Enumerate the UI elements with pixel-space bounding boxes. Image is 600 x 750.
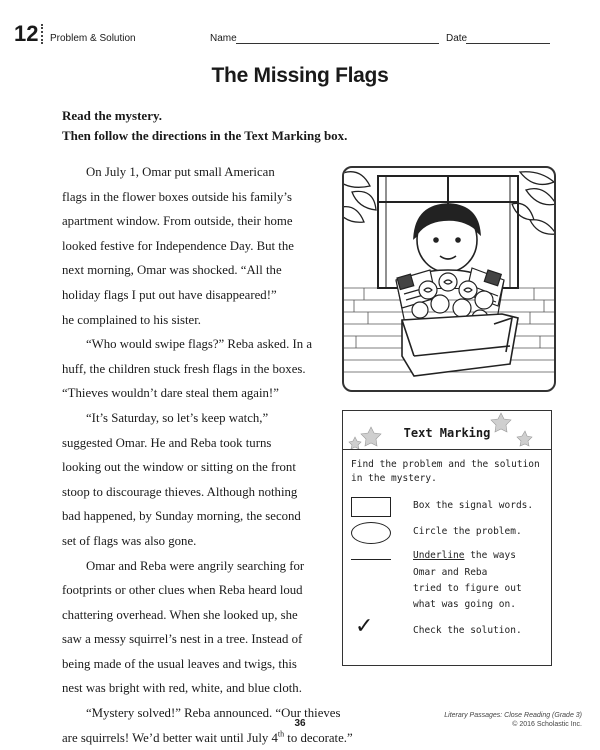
name-line: [236, 43, 439, 44]
box-instruction: Box the signal words.: [413, 500, 534, 511]
header-divider: [41, 24, 43, 44]
story-line: “It’s Saturday, so let’s keep watch,”: [86, 410, 269, 425]
story-line: “Mystery solved!” Reba announced. “Our thieves: [86, 706, 341, 721]
page-number: 12: [14, 21, 39, 46]
story-line: being made of the usual leaves and twigs, this: [62, 656, 297, 671]
story-line: chattering overhead. When she looked up, she: [62, 607, 298, 622]
story-line: suggested Omar. He and Reba took turns: [62, 435, 272, 450]
boy-at-window-drawing: [344, 168, 554, 390]
story-line: set of flags was also gone.: [62, 533, 197, 548]
direction-line-1: Read the mystery.: [62, 108, 163, 123]
story-line: bad happened, by Sunday morning, the second: [62, 509, 301, 524]
check-instruction: Check the solution.: [413, 625, 522, 636]
topic-label: Problem & Solution: [50, 33, 136, 44]
story-line: On July 1, Omar put small American: [86, 165, 275, 179]
story-line: next morning, Omar was shocked. “All the: [62, 263, 282, 278]
text-marking-intro-1: Find the problem and the solution: [351, 459, 540, 470]
story-line: holiday flags I put out have disappeared!”: [62, 287, 277, 302]
underline-instruction: Underline the ways: [413, 550, 516, 561]
page-title: The Missing Flags: [211, 64, 389, 87]
story-line: Omar and Reba were angrily searching for: [86, 558, 305, 573]
text-marking-box: [342, 410, 552, 666]
story-passage: [62, 160, 382, 750]
story-line: looking out the window or sitting on the front: [62, 460, 296, 475]
footer-page-number: 36: [294, 718, 306, 729]
footer-credit: Literary Passages: Close Reading (Grade 3) © 2016 Scholastic Inc.: [444, 712, 582, 728]
story-illustration: [342, 166, 556, 392]
text-marking-title: Text Marking: [403, 426, 491, 440]
story-line: looked festive for Independence Day. But the: [62, 238, 294, 253]
direction-line-2: Then follow the directions in the Text Marking box.: [62, 128, 348, 143]
text-marking-intro-2: in the mystery.: [351, 473, 437, 484]
story-line: “Who would swipe flags?” Reba asked. In a: [86, 337, 313, 352]
name-label: Name: [210, 33, 237, 44]
story-line: footprints or other clues when Reba heard loud: [62, 583, 303, 598]
story-line: nest was bright with red, white, and blue cloth.: [62, 681, 302, 696]
underline-instruction-3: tried to figure out: [413, 583, 522, 594]
underline-instruction-4: what was going on.: [413, 599, 516, 610]
story-line: saw a messy squirrel’s nest in a tree. Instead of: [62, 632, 303, 647]
date-line: [466, 43, 550, 44]
story-line: stoop to discourage thieves. Although nothing: [62, 484, 298, 499]
story-line: huff, the children stuck fresh flags in the boxes.: [62, 361, 306, 376]
circle-instruction: Circle the problem.: [413, 526, 522, 537]
box-symbol: [351, 497, 391, 517]
story-line: “Thieves wouldn’t dare steal them again!”: [62, 386, 279, 401]
underline-instruction-2: Omar and Reba: [413, 567, 488, 578]
story-line: he complained to his sister.: [62, 312, 201, 327]
story-line: flags in the flower boxes outside his family’s: [62, 189, 292, 204]
text-marking-header: [343, 411, 551, 450]
story-line: are squirrels! We’d better wait until July 4th to decorate.”: [62, 729, 353, 745]
check-mark-icon: ✓: [355, 614, 374, 639]
circle-symbol: [351, 522, 391, 544]
story-line: apartment window. From outside, their home: [62, 214, 293, 229]
underline-symbol: [351, 559, 391, 560]
date-label: Date: [446, 33, 468, 44]
